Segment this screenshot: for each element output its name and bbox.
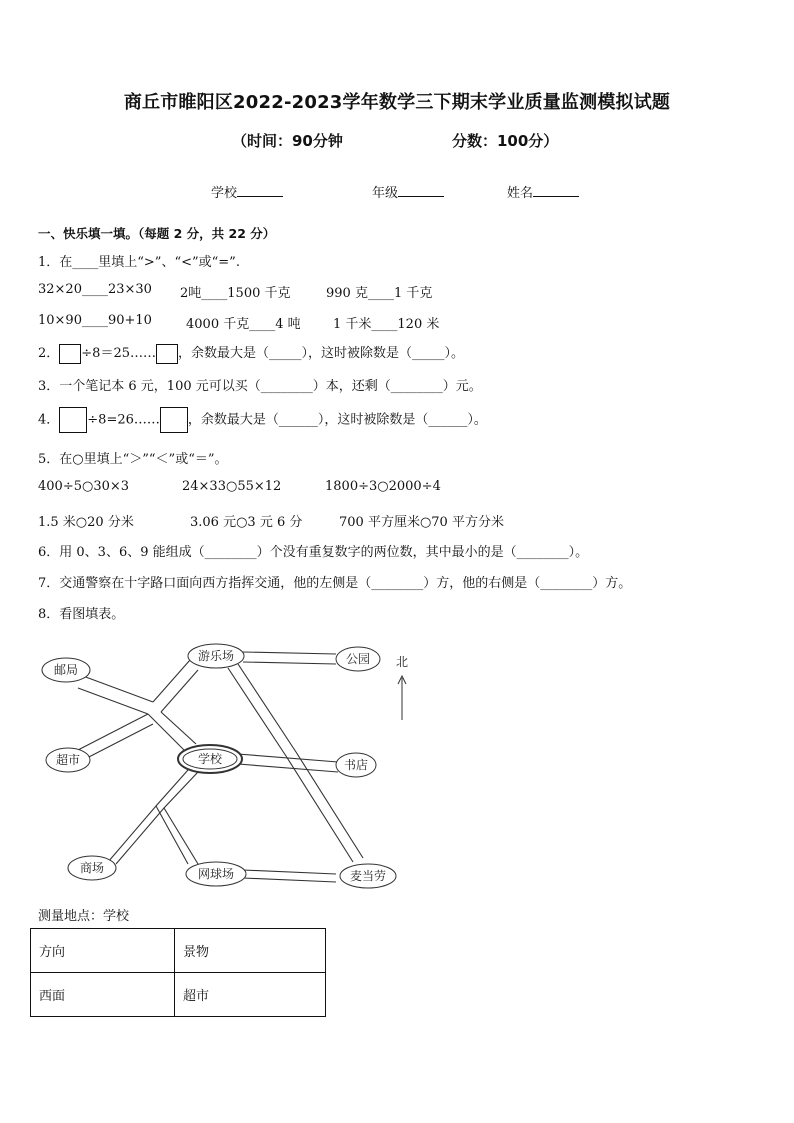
question-5: 5．在○里填上“＞”“＜”或“＝”。: [38, 452, 228, 467]
table-cell[interactable]: 西面: [31, 973, 175, 1017]
q1-item: 4000 千克____4 吨: [186, 317, 301, 332]
map-label-park: 公园: [345, 652, 371, 666]
q5-item: 700 平方厘米○70 平方分米: [339, 515, 504, 530]
q5-item: 24×33○55×12: [182, 479, 282, 494]
measure-location: 测量地点：学校: [38, 909, 130, 924]
table-row: [31, 973, 326, 1017]
q5-item: 400÷5○30×3: [38, 479, 130, 494]
grade-field[interactable]: 年级: [372, 182, 444, 201]
answer-box[interactable]: [59, 407, 87, 433]
answer-box[interactable]: [160, 407, 188, 433]
q1-item: 990 克____1 千克: [326, 286, 433, 301]
q5-item: 1.5 米○20 分米: [38, 515, 134, 530]
map-label-mall: 商场: [79, 861, 105, 875]
section-heading: 一、快乐填一填。（每题 2 分，共 22 分）: [38, 226, 276, 241]
table-header-row: [31, 929, 326, 973]
question-3: 3．一个笔记本 6 元，100 元可以买（________）本，还剩（________）元。: [38, 379, 482, 394]
question-2: 2． ÷8＝25…… ，余数最大是（_____），这时被除数是（_____）。: [38, 342, 464, 364]
question-7: 7．交通警察在十字路口面向西方指挥交通，他的左侧是（________）方，他的右侧是（________）方。: [38, 576, 632, 591]
map-label-market: 超市: [55, 753, 81, 767]
north-label: 北: [395, 655, 409, 669]
q1-item: 1 千米____120 米: [333, 317, 440, 332]
question-4: 4． ÷8=26…… ，余数最大是（______），这时被除数是（______）。: [38, 407, 487, 433]
q1-item: 2吨____1500 千克: [180, 286, 291, 301]
map-label-post: 邮局: [53, 663, 79, 677]
school-field[interactable]: 学校: [211, 182, 283, 201]
map-label-amusement: 游乐场: [197, 649, 235, 663]
question-1: 1．在____里填上“>”、“<”或“=”.: [38, 255, 240, 270]
map-label-school: 学校: [197, 752, 223, 766]
street-map: [38, 638, 418, 893]
total-score: 分数：100分）: [452, 132, 559, 150]
table-header-cell: 景物: [175, 929, 326, 973]
map-label-tennis: 网球场: [197, 867, 235, 881]
table-header-cell: 方向: [31, 929, 175, 973]
table-cell[interactable]: 超市: [175, 973, 326, 1017]
map-label-mcd: 麦当劳: [349, 869, 387, 883]
question-6: 6．用 0、3、6、9 能组成（________）个没有重复数字的两位数，其中最小的是（________）。: [38, 545, 589, 560]
name-field[interactable]: 姓名: [507, 182, 579, 201]
q5-item: 1800÷3○2000÷4: [325, 479, 441, 494]
map-label-bookstore: 书店: [343, 758, 369, 772]
answer-table: [30, 928, 326, 1017]
page-title: 商丘市睢阳区2022-2023学年数学三下期末学业质量监测模拟试题: [123, 92, 671, 113]
q1-item: 10×90____90+10: [38, 313, 152, 328]
time-limit: （时间：90分钟: [232, 132, 343, 150]
q1-item: 32×20____23×30: [38, 282, 152, 297]
north-arrow-icon: [398, 676, 406, 720]
answer-box[interactable]: [156, 344, 178, 364]
answer-box[interactable]: [59, 344, 81, 364]
question-8: 8．看图填表。: [38, 607, 125, 622]
q5-item: 3.06 元○3 元 6 分: [190, 515, 303, 530]
